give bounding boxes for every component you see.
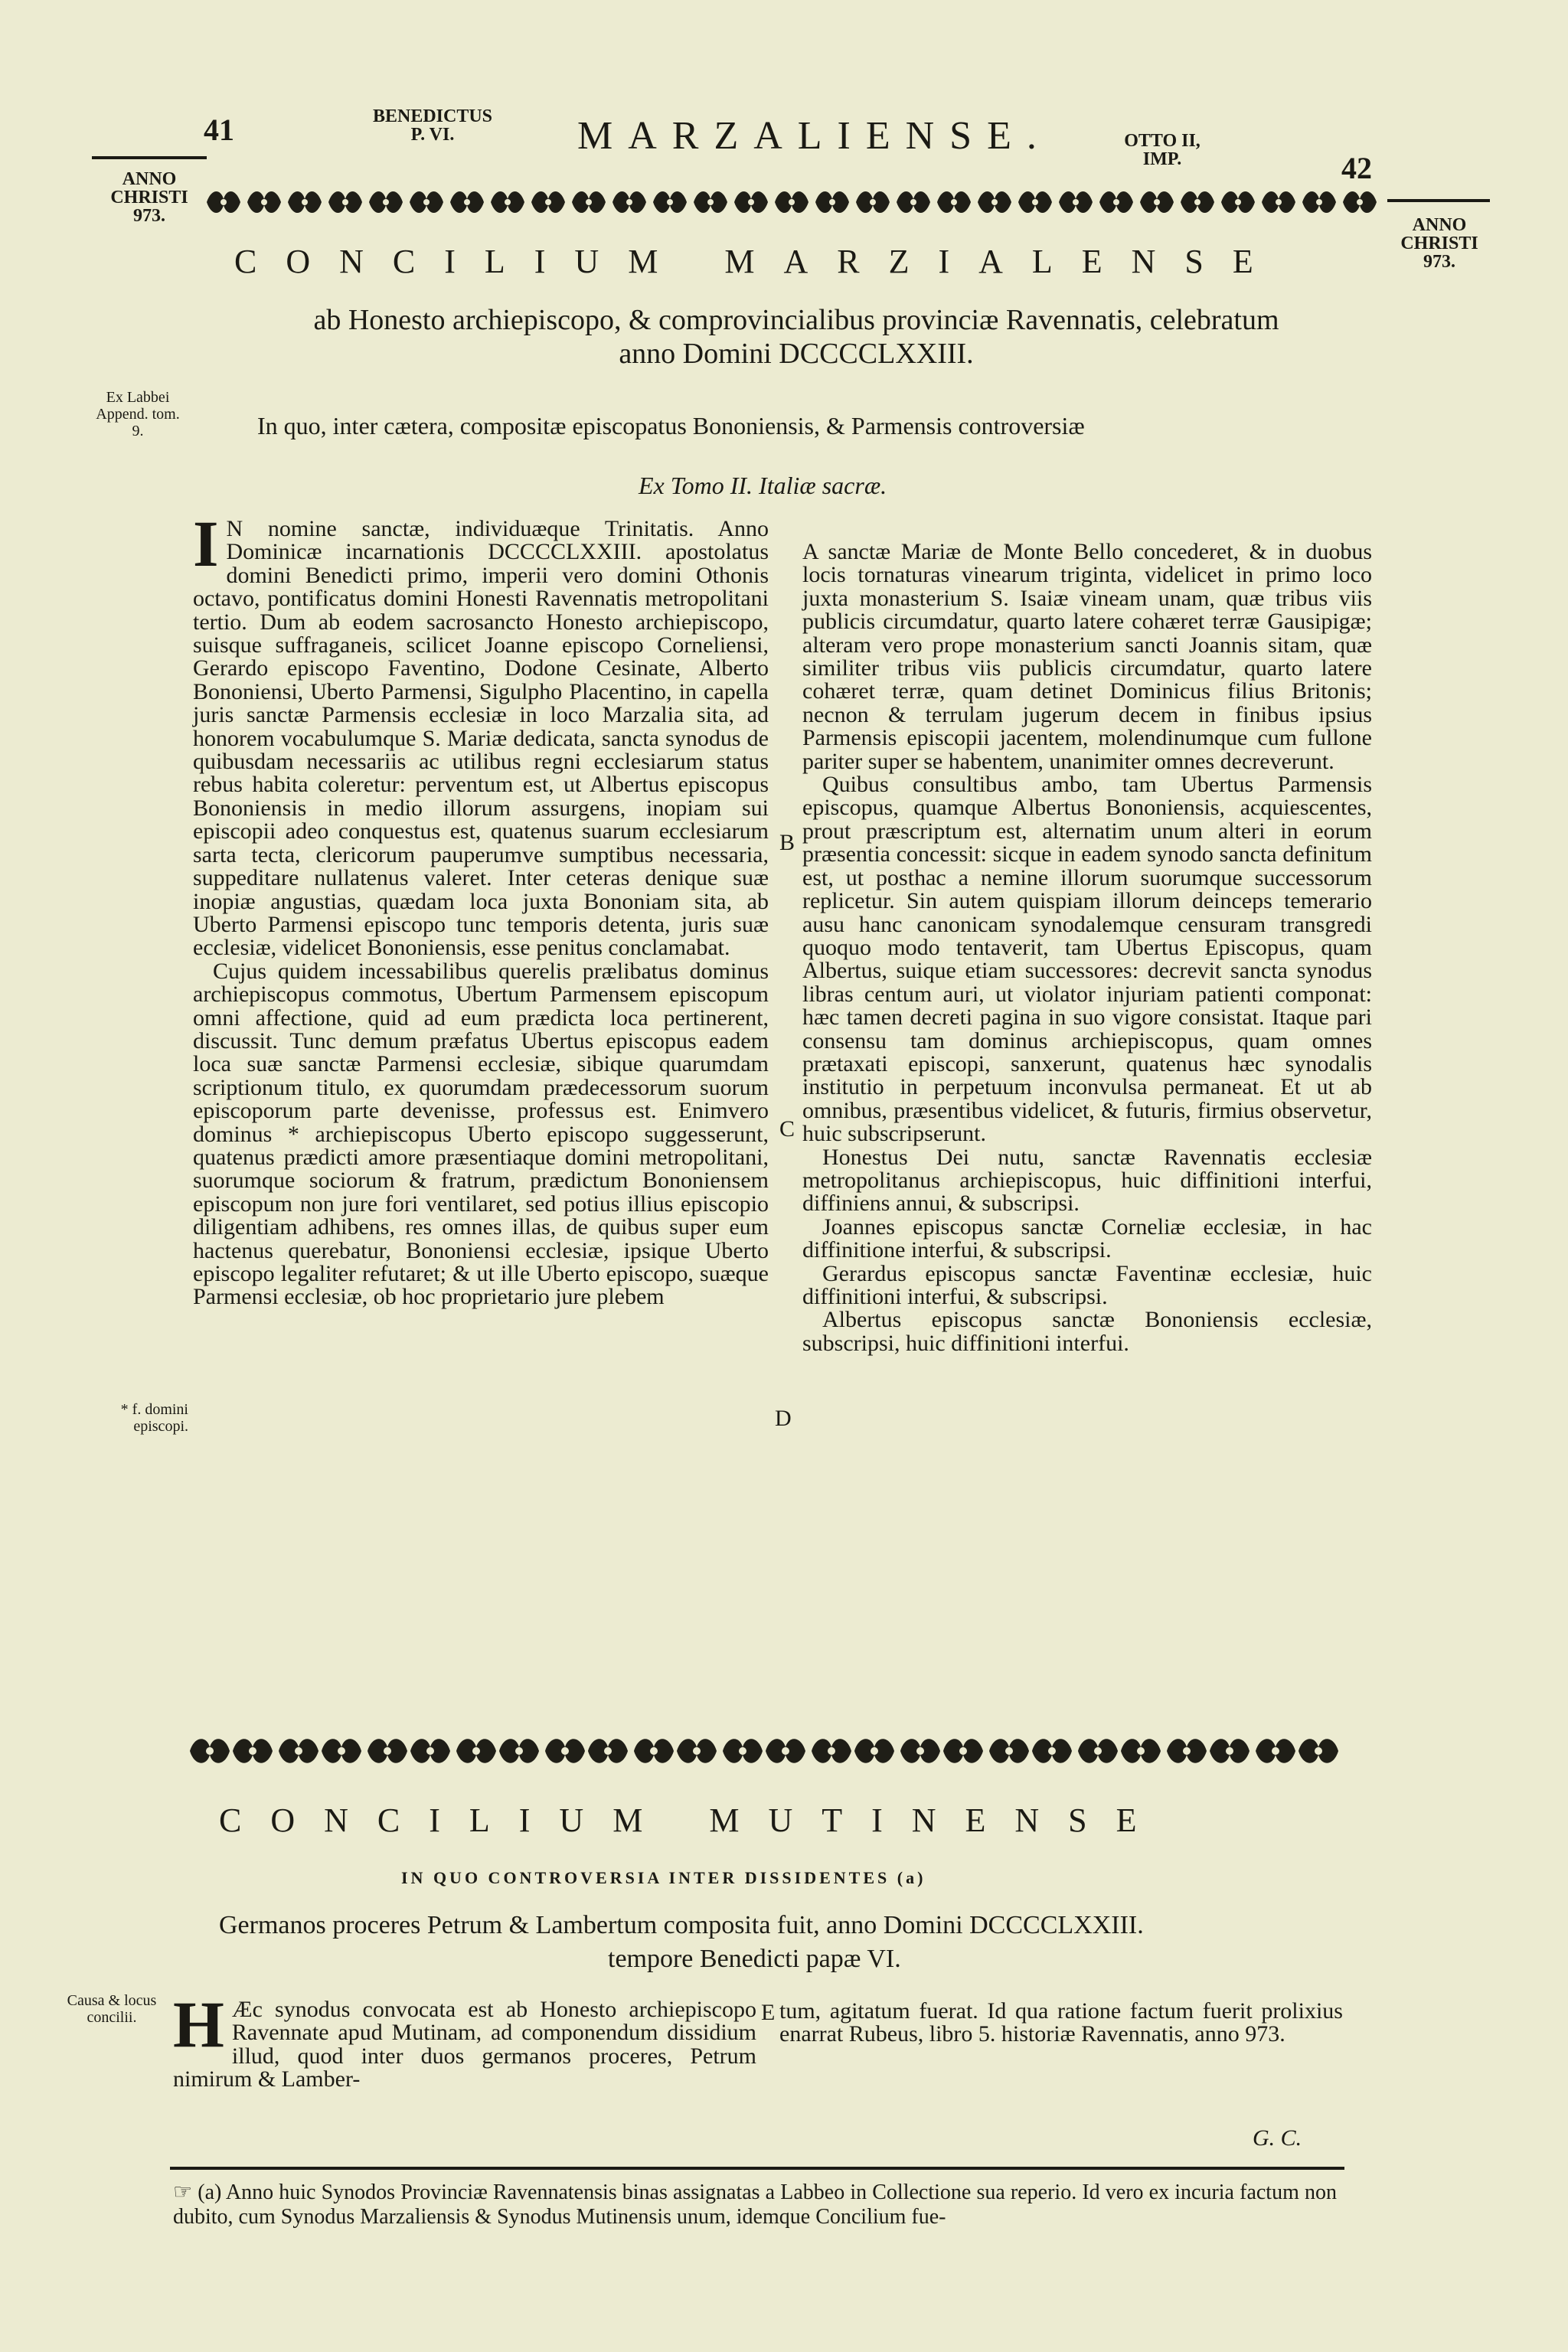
council1-left-paragraph-2: Cujus quidem incessabilibus querelis prælibatus dominus archiepiscopus commotus, Ubertum Parmensem episcopum omni affectione, quid ad eum prædicta loca pertinerent, discussit. Tunc demum præfatus Ubertus episcopus eadem loca suæ sanctæ Parmensi ecclesiæ, sibique quarumdam scriptionum titulo, ex quorumdam prædecessorum suorum episcoporum parte devenisse, professus est. Enimvero dominus * archiepiscopus Uberto episcopo suggesserunt, quatenus prædicti amore præsentiaque domini metropolitani, suorumque sociorum & fratrum, prædictum Bononiensem episcopum non jure fori ventilaret, sed potius illius episcopio diligentiam adhibens, res omnes illas, de quibus super eum hactenus querebatur, Bononiensi ecclesiæ, ipsique Uberto episcopo legaliter refutaret; & ut ille Uberto episcopo, suæque Parmensi ecclesiæ, ob hoc proprietario jure plebem (193, 958, 769, 1310)
emperor-heading: OTTO II, IMP. (1124, 131, 1200, 169)
ornament-fleuron (1078, 1739, 1161, 1762)
anno-rule-right (1387, 199, 1490, 202)
anno-christi-right: ANNO CHRISTI 973. (1400, 215, 1478, 272)
council2-line-1: IN QUO CONTROVERSIA INTER DISSIDENTES (a) (401, 1868, 926, 1887)
ornament-leaf (1343, 191, 1377, 213)
footnote-text: (a) Anno huic Synodos Provinciæ Ravennatensis binas assignatas a Labbeo in Collectione sua reperio. Id vero ex incuria factum non dubito, cum Synodus Marzaliensis & Synodus Mutinensis unum, idemque Concilium fue- (173, 2180, 1337, 2229)
ornament-fleuron (1256, 1739, 1338, 1762)
ornament-leaf (1262, 191, 1295, 213)
ornament-leaf (410, 191, 443, 213)
ornament-leaf (1221, 191, 1255, 213)
council2-left-paragraph-1: Æc synodus convocata est ab Honesto archiepiscopo Ravennate apud Mutinam, ad componendum dissidium illud, quod inter duos germanos proceres, Petrum nimirum & Lamber- (173, 1997, 756, 2092)
section-marker-c: C (779, 1116, 795, 1142)
ornament-leaf (1140, 191, 1174, 213)
council2-line-3: tempore Benedicti papæ VI. (608, 1945, 901, 1973)
dropcap-h: H (173, 1988, 224, 2061)
council1-subtitle: ab Honesto archiepiscopo, & comprovincialibus provinciæ Ravennatis, celebratum anno Domini DCCCCLXXIII. (313, 304, 1279, 370)
page-number-right: 42 (1341, 151, 1372, 185)
council2-right-paragraph-1: tum, agitatum fuerat. Id qua ratione factum fuerit prolixius enarrat Rubeus, libro 5. historiæ Ravennatis, anno 973. (779, 1998, 1343, 2047)
ornament-fleuron (368, 1739, 450, 1762)
ornament-fleuron (900, 1739, 983, 1762)
section-marker-d: D (775, 1406, 792, 1431)
council2-left-column (173, 1988, 756, 2092)
ornament-fleuron (723, 1739, 805, 1762)
ornament-band-top (204, 181, 1381, 224)
ornament-leaf (1018, 191, 1052, 213)
margin-note-causa: Causa & locus concilii. (67, 1992, 157, 2026)
margin-note-labbei: Ex Labbei Append. tom. 9. (96, 389, 180, 439)
ornament-band-middle-svg (184, 1727, 1340, 1775)
dropcap-i: I (193, 507, 219, 580)
ornament-leaf (328, 191, 362, 213)
council2-title: CONCILIUM MUTINENSE (219, 1802, 1166, 1839)
ornament-leaf (491, 191, 524, 213)
ornament-leaf (612, 191, 646, 213)
signature: G. C. (1253, 2125, 1302, 2151)
council1-right-paragraph-3: Honestus Dei nutu, sanctæ Ravennatis ecclesiæ metropolitanus archiepiscopus, huic diffinitioni interfui, diffiniens annui, & subscripsi. (802, 1144, 1372, 1217)
ornament-leaf (937, 191, 971, 213)
ornament-leaf (1302, 191, 1336, 213)
ornament-leaf (1181, 191, 1214, 213)
running-title: MARZALIENSE. (577, 114, 1052, 158)
ornament-leaf (856, 191, 890, 213)
section-marker-b: B (779, 830, 795, 855)
council1-right-paragraph-5: Gerardus episcopus sanctæ Faventinæ ecclesiæ, huic diffinitioni interfui, & subscripsi. (802, 1260, 1372, 1309)
ornament-leaf (288, 191, 322, 213)
ornament-fleuron (545, 1739, 628, 1762)
page-number-left: 41 (204, 113, 234, 147)
ornament-leaf (450, 191, 484, 213)
ornament-fleuron (1167, 1739, 1250, 1762)
ornament-leaf (1099, 191, 1133, 213)
council1-left-paragraph-1: N nomine sanctæ, individuæque Trinitatis. Anno Dominicæ incarnationis DCCCCLXXIII. apostolatus domini Benedicti primo, imperii vero domini Othonis octavo, pontificatus domini Honesti Ravennatis metropolitani tertio. Dum ab eodem sacrosancto Honesto archiepiscopo, suisque suffraganeis, scilicet Joanne episcopo Corneliensi, Gerardo episcopo Faventino, Dodone Cesinate, Alberto Bononiensi, Uberto Parmensi, Sigulpho Placentino, in capella juris sanctæ Parmensis ecclesiæ in loco Marzalia sita, ad honorem vocabulumque S. Mariæ dedicata, sancta synodus de quibusdam necessariis ac utilibus regni ecclesiarum status rebus habita coleretur: perventum est, ut Albertus episcopus Bononiensis in medio illorum assurgens, inopiam sui episcopii adeo conquestus est, quatenus suarum ecclesiarum sarta tecta, clericorum pauperumve sumptibus necessaria, suppeditare nullatenus valeret. Inter ceteras denique suæ inopiæ angustias, quædam loca juxta Bononiam sita, ab Uberto Parmensi episcopo tunc temporis detenta, juris suæ ecclesiæ, videlicet Bononiensis, esse penitus conclamabat. (193, 516, 769, 961)
anno-rule-left (92, 156, 207, 159)
ornament-leaf (369, 191, 403, 213)
footnote-rule (170, 2167, 1344, 2170)
ornament-band-top-svg (204, 181, 1381, 224)
section-marker-e: E (761, 2000, 776, 2025)
ornament-leaf (775, 191, 808, 213)
council1-title: CONCILIUM MARZIALENSE (234, 243, 1282, 280)
anno-christi-left: ANNO CHRISTI 973. (110, 169, 188, 226)
council1-left-column (193, 507, 769, 1310)
ornament-leaf (653, 191, 687, 213)
footnote (173, 2180, 1337, 2230)
ornament-fleuron (190, 1739, 273, 1762)
council1-right-paragraph-1: A sanctæ Mariæ de Monte Bello concederet, & in duobus locis tornaturas vinearum triginta, videlicet in primo loco juxta monasterium S. Isaiæ vineam unam, quæ tribus viis publicis circumdatur, quarto latere cohæret terræ Gausipigæ; alteram vero prope monasterium sancti Joannis sitam, quæ similiter tribus viis publicis circumdatur, quarto latere cohæret terræ, quam detinet Dominicus filius Britonis; necnon & terrulam jugerum decem in finibus ipsius Parmensis episcopii jacentem, molendinumque cum fullone pariter super se habentem, unanimiter omnes decreverunt. (802, 539, 1372, 774)
ornament-fleuron (989, 1739, 1072, 1762)
ornament-leaf (572, 191, 606, 213)
ornament-band-middle (184, 1727, 1340, 1775)
council1-summary: In quo, inter cætera, compositæ episcopatus Bononiensis, & Parmensis controversiæ (257, 412, 1085, 439)
pointing-hand-icon: ☞ (173, 2180, 198, 2204)
council1-right-paragraph-6: Albertus episcopus sanctæ Bononiensis ecclesiæ, subscripsi, huic diffinitioni interfui. (802, 1307, 1372, 1356)
council2-line-2: Germanos proceres Petrum & Lambertum composita fuit, anno Domini DCCCCLXXIII. (219, 1911, 1144, 1939)
council1-right-paragraph-2: Quibus consultibus ambo, tam Ubertus Parmensis episcopus, quamque Albertus Bononiensis, acquiescentes, prout præscriptum est, alternatim unum alteri in eorum præsentia concessit: sicque in eadem synodo sancta definitum est, ut posthac a nemine illorum suorumque successorum replicetur. Sin autem quispiam illorum deinceps temerario ausu hanc canonicam synodalemque censuram transgredi quoquo modo tentaverit, tam Ubertus Episcopus, quam Albertus, suique etiam successores: decrevit sancta synodus libras centum auri, ut violator injuriam patienti componat: hæc tamen decreti pagina in suo vigore consistat. Itaque pari consensu tam dominus archiepiscopus, quam omnes prætaxati episcopi, sanxerunt, quatenus hæc synodalis institutio in perpetuum inconvulsa permaneat. Et ut ab omnibus, præsentibus videlicet, & futuris, firmius observetur, huic subscripserunt. (802, 772, 1372, 1147)
ornament-fleuron (456, 1739, 539, 1762)
council1-source: Ex Tomo II. Italiæ sacræ. (639, 472, 887, 499)
ornament-leaf (815, 191, 849, 213)
council1-right-column (802, 541, 1372, 1355)
ornament-leaf (531, 191, 565, 213)
council2-right-column (779, 2000, 1343, 2047)
margin-note-domini: * f. domini episcopi. (120, 1401, 188, 1435)
pope-heading: BENEDICTUS P. VI. (372, 106, 493, 145)
ornament-leaf (978, 191, 1011, 213)
council1-right-paragraph-4: Joannes episcopus sanctæ Corneliæ ecclesiæ, in hac diffinitione interfui, & subscripsi. (802, 1214, 1372, 1263)
ornament-fleuron (279, 1739, 361, 1762)
ornament-leaf (1059, 191, 1093, 213)
ornament-leaf (694, 191, 727, 213)
ornament-fleuron (812, 1739, 894, 1762)
ornament-fleuron (634, 1739, 717, 1762)
ornament-leaf (734, 191, 768, 213)
ornament-leaf (207, 191, 240, 213)
ornament-leaf (247, 191, 281, 213)
ornament-leaf (897, 191, 930, 213)
